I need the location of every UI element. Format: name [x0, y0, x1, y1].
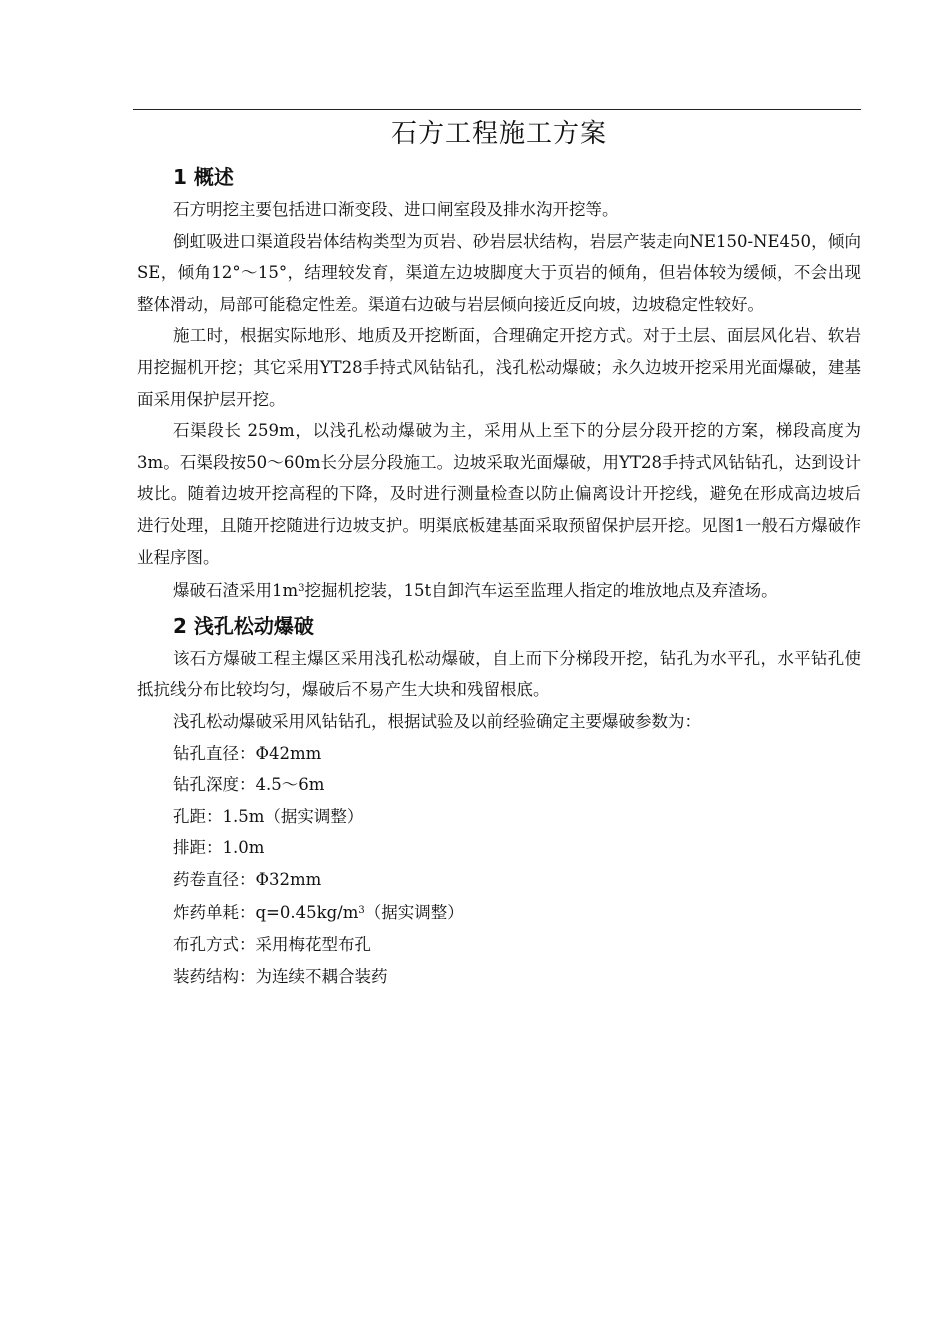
paragraph: 浅孔松动爆破采用风钻钻孔，根据试验及以前经验确定主要爆破参数为：	[173, 711, 701, 731]
parameter-item: 装药结构：为连续不耦合装药	[173, 966, 388, 986]
document-body	[137, 112, 861, 992]
document-title: 石方工程施工方案	[390, 119, 607, 149]
text-run: 爆破石渣采用1m	[173, 581, 299, 601]
paragraph: 石渠段长 259m，以浅孔松动爆破为主，采用从上至下的分层分段开挖的方案，梯段高度为3m。石渠段按50～60m长分层分段施工。边坡采取光面爆破，用YT28手持式风钻钻孔，达到设计坡比。随着边坡开挖高程的下降，及时进行测量检查以防止偏离设计开挖线，避免在形成高边坡后进行处理，且随开挖随进行边坡支护。明渠底板建基面采取预留保护层开挖。见图1一般石方爆破作业程序图。	[137, 421, 861, 567]
header-rule	[133, 109, 861, 110]
paragraph-muck-handling	[137, 573, 861, 607]
parameter-item: 钻孔直径：Φ42mm	[173, 743, 322, 763]
paragraph: 施工时，根据实际地形、地质及开挖断面，合理确定开挖方式。对于土层、面层风化岩、软岩用挖掘机开挖；其它采用YT28手持式风钻钻孔，浅孔松动爆破；永久边坡开挖采用光面爆破，建基面采用保护层开挖。	[137, 326, 861, 409]
paragraph: 倒虹吸进口渠道段岩体结构类型为页岩、砂岩层状结构，岩层产装走向NE150-NE450，倾向SE，倾角12°～15°，结理较发育，渠道左边坡脚度大于页岩的倾角，但岩体较为缓倾，不会出现整体滑动，局部可能稳定性差。渠道右边破与岩层倾向接近反向坡，边坡稳定性较好。	[137, 231, 861, 314]
text-run: 炸药单耗：q=0.45kg/m	[173, 903, 359, 923]
superscript: 3	[358, 905, 365, 917]
paragraph: 该石方爆破工程主爆区采用浅孔松动爆破，自上而下分梯段开挖，钻孔为水平孔，水平钻孔使抵抗线分布比较均匀，爆破后不易产生大块和残留根底。	[137, 648, 861, 700]
parameter-item: 排距：1.0m	[173, 838, 265, 858]
paragraph: 石方明挖主要包括进口渐变段、进口闸室段及排水沟开挖等。	[173, 200, 619, 219]
parameter-item: 布孔方式：采用梅花型布孔	[173, 935, 371, 955]
text-run: 挖掘机挖装，15t自卸汽车运至监理人指定的堆放地点及弃渣场。	[304, 581, 778, 601]
parameter-item: 孔距：1.5m（据实调整）	[173, 806, 364, 826]
parameter-item-charge	[173, 895, 861, 929]
parameter-item: 钻孔深度：4.5～6m	[173, 775, 325, 795]
text-run: （据实调整）	[364, 903, 464, 923]
parameter-item: 药卷直径：Φ32mm	[173, 869, 322, 889]
section-heading-shallow-hole-blasting: 2 浅孔松动爆破	[173, 613, 314, 638]
superscript: 3	[298, 583, 305, 595]
section-heading-overview: 1 概述	[173, 165, 234, 189]
